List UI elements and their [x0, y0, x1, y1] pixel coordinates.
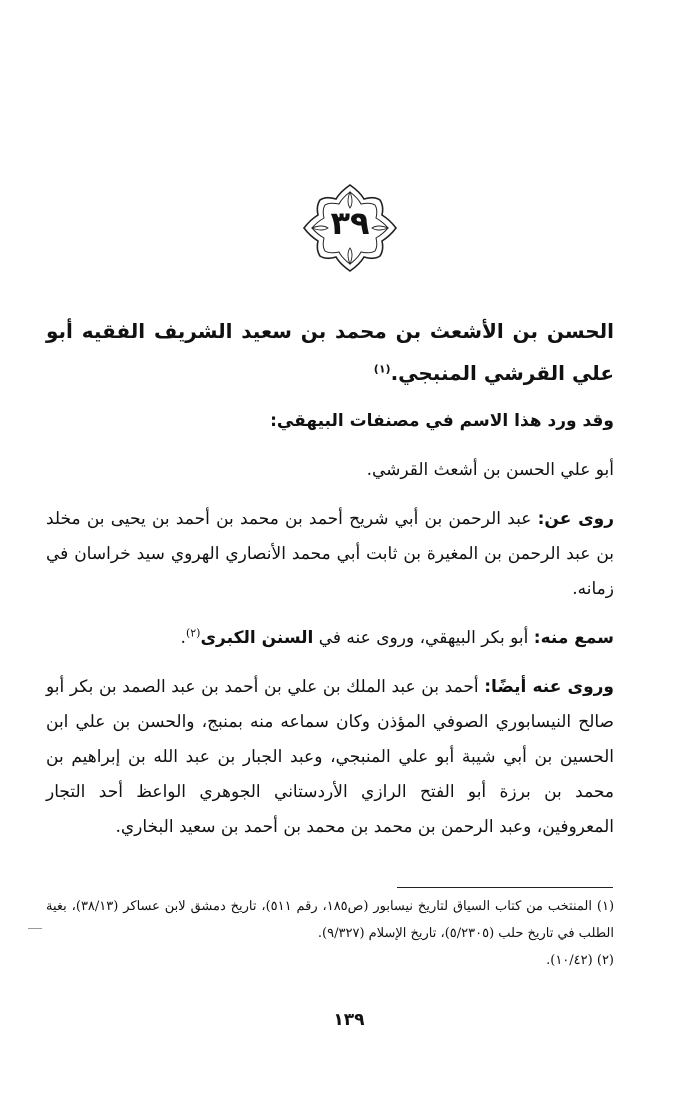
margin-mark [28, 928, 42, 929]
footnote-marker: (٢) [596, 953, 614, 968]
page-number: ١٣٩ [333, 1010, 365, 1030]
paragraph-text: عبد الرحمن بن أبي شريح أحمد بن محمد بن أحمد بن يحيى بن مخلد بن عبد الرحمن بن المغيرة بن ثابت أبي محمد الأنصاري الهروي سيد خراسان في زمانه. [46, 509, 614, 599]
sentence-end: . [180, 628, 186, 648]
footnote-text: (١٠/٤٢). [546, 953, 593, 968]
narrated-from-paragraph [46, 502, 614, 607]
footnote-text: المنتخب من كتاب السياق لتاريخ نيسابور (ص١٨٥، رقم ٥١١)، تاريخ دمشق لابن عساكر (٣٨/١٣)، بغية الطلب في تاريخ حلب (٥/٢٣٠٥)، تاريخ الإسلام (٩/٣٢٧). [46, 899, 614, 941]
paragraph-text: أبو بكر البيهقي، وروى عنه في [318, 628, 529, 648]
footnote-ref: (١) [373, 362, 391, 376]
footnotes [46, 893, 614, 974]
also-narrated-paragraph [46, 670, 614, 845]
book-title: السنن الكبرى [200, 628, 314, 648]
footnote-item [46, 893, 614, 947]
name-variant: أبو علي الحسن بن أشعث القرشي. [366, 460, 614, 480]
footnote-item [46, 947, 614, 974]
section-label: وروى عنه أيضًا: [484, 677, 615, 697]
footnote-ref: (٢) [185, 626, 201, 640]
footnote-separator [397, 887, 613, 888]
section-label: روى عن: [537, 509, 615, 529]
entry-number: ٣٩ [330, 204, 370, 242]
entry-body [46, 310, 614, 859]
entry-heading [46, 310, 614, 394]
section-label: سمع منه: [533, 628, 614, 648]
intro-line: وقد ورد هذا الاسم في مصنفات البيهقي: [270, 411, 614, 431]
entry-heading-text: الحسن بن الأشعث بن محمد بن سعيد الشريف الفقيه أبو علي القرشي المنبجي. [46, 319, 614, 385]
footnote-marker: (١) [596, 899, 615, 914]
paragraph-text: أحمد بن عبد الملك بن علي بن أحمد بن عبد الصمد بن بكر أبو صالح النيسابوري الصوفي المؤذن وكان سماعه منه بمنبج، والحسن بن علي ابن الحسين بن أبي شيبة أبو علي المنبجي، وعبد الجبار بن عبد الله بن إبراهيم بن محمد بن برزة أبو الفتح الرازي الأردستاني الجوهري الواعظ أحد التجار المعروفين، وعبد الرحمن بن محمد بن محمد بن أحمد بن سعيد البخاري. [46, 677, 614, 837]
heard-from-him-paragraph [46, 621, 614, 656]
entry-number-ornament [300, 182, 400, 274]
